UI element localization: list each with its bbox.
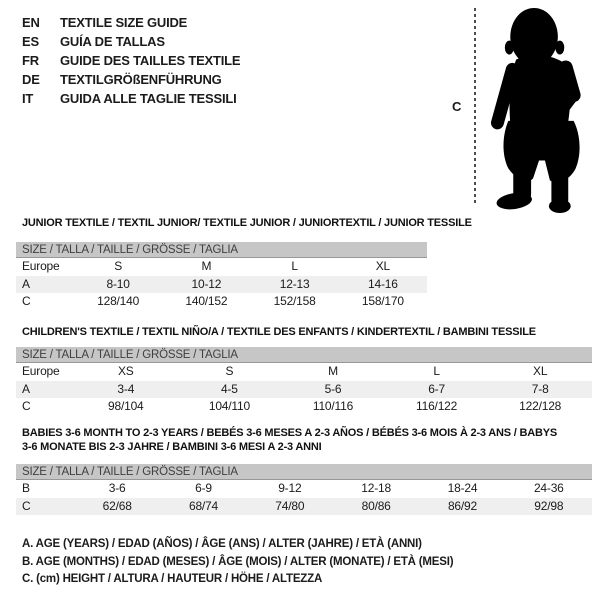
age-cell: 10-12 [191,276,222,291]
age-cell: 3-6 [108,481,126,495]
table-row-europe [16,258,427,276]
lang-label: GUIDE DES TAILLES TEXTILE [60,53,241,68]
lang-row-en [22,13,240,32]
size-header-bar: SIZE / TALLA / TAILLE / GRÖSSE / TAGLIA [16,464,592,480]
height-cell: 86/92 [447,498,477,513]
height-cell: 98/104 [108,399,144,413]
size-cell: S [114,259,123,273]
age-cell: 18-24 [447,481,478,495]
footnote-age-years: A. AGE (YEARS) / EDAD (AÑOS) / ÂGE (ANS) / ALTER (JAHRE) / ETÀ (ANNI) [22,538,422,550]
size-cell: XS [117,364,134,378]
table-row-height [16,498,592,516]
height-cell: 68/74 [188,498,218,513]
height-cell: 110/116 [312,399,354,413]
size-cell: XL [375,259,391,273]
height-measure-label: C [452,99,462,114]
lang-row-es [22,32,240,51]
height-measure-line [474,8,476,206]
age-cell: 5-6 [324,381,342,396]
row-label: C [22,498,31,513]
size-cell: M [328,364,338,378]
height-cell: 128/140 [97,294,140,308]
table-row-age-months [16,480,592,498]
lang-label: TEXTILE SIZE GUIDE [60,15,188,30]
lang-code: EN [22,15,40,30]
age-cell: 3-4 [117,381,135,396]
legend-footnotes [22,536,453,589]
height-cell: 80/86 [361,498,391,513]
age-cell: 12-13 [279,276,310,291]
row-label: Europe [22,364,60,378]
footnote-age-months: B. AGE (MONTHS) / EDAD (MESES) / ÂGE (MOIS) / ALTER (MONATE) / ETÀ (MESI) [22,555,454,568]
language-list [22,13,240,108]
age-cell: 4-5 [221,381,238,396]
lang-code: IT [22,91,34,106]
lang-code: FR [22,53,39,68]
table-title: BABIES 3-6 MONTH TO 2-3 YEARS / BEBÉS 3-6 MESES A 2-3 AÑOS / BÉBÉS 3-6 MOIS À 2-3 ANS / BABYS 3-6 MONATE BIS 2-3 JAHRE / BAMBINI 3-6 MESI A 2-3 ANNI [22,427,557,453]
size-cell: L [433,364,440,378]
junior-textile-table [16,216,472,311]
size-cell: L [291,259,298,273]
age-cell: 6-7 [428,381,445,396]
table-row-age [16,381,592,399]
size-header-bar: SIZE / TALLA / TAILLE / GRÖSSE / TAGLIA [16,347,592,363]
age-cell: 12-18 [361,481,391,495]
height-cell: 140/152 [185,294,228,308]
height-cell: 104/110 [208,399,250,413]
height-cell: 152/158 [273,294,316,308]
lang-row-de [22,70,240,89]
size-cell: M [201,259,212,273]
row-label: Europe [22,259,60,273]
size-header-bar: SIZE / TALLA / TAILLE / GRÖSSE / TAGLIA [16,242,427,258]
row-label: B [22,481,30,495]
height-cell: 158/170 [361,294,404,308]
age-cell: 8-10 [106,276,130,291]
height-cell: 116/122 [416,399,458,413]
footnote-height: C. (cm) HEIGHT / ALTURA / HAUTEUR / HÖHE / ALTEZZA [22,573,323,585]
age-cell: 24-36 [533,481,564,495]
lang-row-it [22,89,240,108]
lang-row-fr [22,51,240,70]
height-cell: 62/68 [102,498,132,513]
table-row-europe [16,363,592,381]
height-cell: 92/98 [534,498,564,513]
babies-textile-table [16,426,592,515]
table-row-height [16,293,427,311]
lang-label: GUIDA ALLE TAGLIE TESSILI [60,91,237,106]
lang-label: TEXTILGRÖßENFÜHRUNG [60,72,222,87]
height-cell: 74/80 [275,498,305,513]
row-label: A [22,381,30,396]
table-title: CHILDREN'S TEXTILE / TEXTIL NIÑO/A / TEXTILE DES ENFANTS / KINDERTEXTIL / BAMBINI TESSILE [22,326,536,338]
height-cell: 122/128 [519,399,562,413]
age-cell: 7-8 [531,381,549,396]
row-label: C [22,294,31,308]
table-title: JUNIOR TEXTILE / TEXTIL JUNIOR/ TEXTILE JUNIOR / JUNIORTEXTIL / JUNIOR TESSILE [22,217,472,229]
table-row-age [16,276,427,294]
row-label: A [22,276,30,291]
size-cell: XL [533,364,548,378]
size-cell: S [225,364,234,378]
age-cell: 6-9 [195,481,212,495]
children-textile-table [16,325,592,416]
lang-code: ES [22,34,39,49]
age-cell: 14-16 [368,276,398,291]
lang-label: GUÍA DE TALLAS [60,34,165,49]
row-label: C [22,399,31,413]
baby-silhouette-icon [486,4,596,214]
age-cell: 9-12 [278,481,302,495]
table-row-height [16,398,592,416]
lang-code: DE [22,72,40,87]
